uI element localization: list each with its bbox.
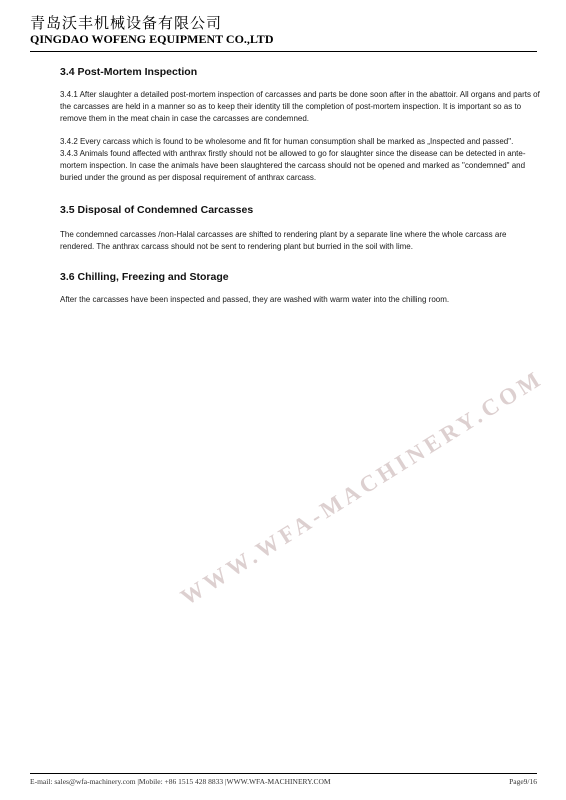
paragraph-3-4-2: 3.4.2 Every carcass which is found to be wholesome and fit for human consumption shall be marked as „Inspected and passed". [60,137,514,146]
section-title-chilling: 3.6 Chilling, Freezing and Storage [60,271,229,283]
paragraph-3-4-1: 3.4.1 After slaughter a detailed post-mortem inspection of carcasses and parts be done soon after in the abattoir. All organs and parts of the carcasses are held in a manner so as to keep their identity till the completion of post-mortem inspection. It is important so as to remove them in the meat chain in case the carcasses are condemned. [60,90,540,123]
footer-divider [30,773,537,774]
watermark: WWW.WFA-MACHINERY.COM [176,365,548,611]
company-name-english: QINGDAO WOFENG EQUIPMENT CO.,LTD [30,32,274,46]
document-header [30,14,540,47]
paragraph-chilling: After the carcasses have been inspected and passed, they are washed with warm water into the chilling room. [60,295,450,304]
section-title-post-mortem: 3.4 Post-Mortem Inspection [60,66,198,78]
paragraph-disposal: The condemned carcasses /non-Halal carcasses are shifted to rendering plant by a separate line where the whole carcass are rendered. The anthrax carcass should not be sent to rendering plant but burried in the soil with lime. [60,230,507,251]
footer-contact: E-mail: sales@wfa-machinery.com |Mobile: +86 1515 428 8833 |WWW.WFA-MACHINERY.COM [30,777,331,786]
paragraph-3-4-3: 3.4.3 Animals found affected with anthrax firstly should not be allowed to go for slaughter since the disease can be detected in ante-mortem inspection. In case the animals have been slaughtered the carcass should not be opened and marked as "condemned" and buried under the ground as per disposal requirement of anthrax carcass. [60,149,526,182]
company-name-chinese: 青岛沃丰机械设备有限公司 [30,14,223,32]
document-body [60,66,540,306]
header-divider [30,51,537,52]
section-title-disposal: 3.5 Disposal of Condemned Carcasses [60,204,254,216]
page-number: Page9/16 [509,777,537,786]
